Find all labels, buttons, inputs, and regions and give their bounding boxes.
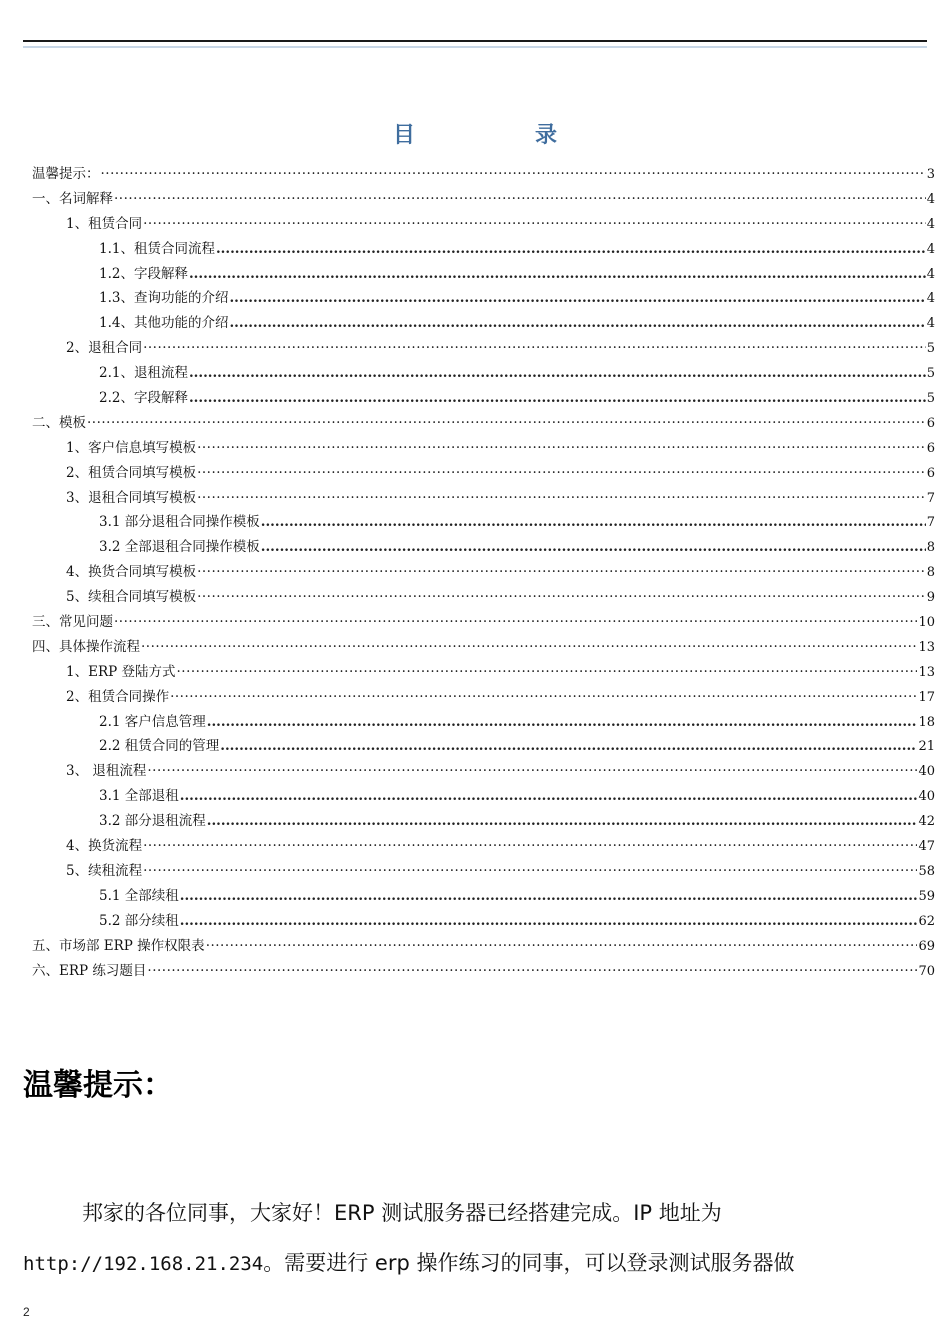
toc-entry-page: 7	[926, 515, 935, 531]
toc-dot-leader	[197, 436, 926, 461]
toc-entry-page: 42	[918, 814, 935, 830]
toc-dot-leader	[229, 286, 925, 311]
toc-dot-leader	[207, 710, 918, 735]
page-number: 2	[23, 1305, 30, 1319]
toc-entry-label: 2、租赁合同操作	[66, 688, 170, 705]
toc-dot-leader	[206, 934, 918, 959]
toc-entry[interactable]	[32, 585, 935, 610]
toc-entry[interactable]	[32, 734, 935, 759]
toc-entry[interactable]	[32, 834, 935, 859]
header-rule	[23, 40, 927, 42]
toc-entry[interactable]	[32, 162, 935, 187]
toc-dot-leader	[176, 660, 917, 685]
section-heading: 温馨提示：	[23, 1068, 173, 1103]
body-paragraph	[23, 1188, 928, 1289]
toc-entry-label: 1、ERP 登陆方式	[66, 663, 176, 680]
toc-entry[interactable]	[32, 959, 935, 984]
toc-entry-label: 二、模板	[32, 414, 86, 431]
toc-title-left: 目	[392, 123, 415, 148]
toc-entry-label: 4、换货流程	[66, 838, 143, 855]
toc-entry-page: 4	[926, 291, 935, 307]
toc-entry-label: 1.4、其他功能的介绍	[99, 315, 229, 332]
toc-entry-label: 六、ERP 练习题目	[32, 962, 147, 979]
toc-dot-leader	[87, 411, 926, 436]
toc-entry-page: 8	[926, 540, 935, 556]
toc-entry-label: 1.2、字段解释	[99, 265, 188, 282]
toc-entry-page: 13	[918, 639, 935, 655]
toc-entry-label: 3.2 全部退租合同操作模板	[99, 539, 260, 556]
toc-dot-leader	[197, 486, 926, 511]
toc-dot-leader	[143, 336, 926, 361]
toc-entry[interactable]	[32, 685, 935, 710]
server-url: http://192.168.21.234	[23, 1253, 264, 1275]
toc-entry-label: 5.1 全部续租	[99, 887, 179, 904]
toc-entry[interactable]	[32, 934, 935, 959]
toc-entry[interactable]	[32, 710, 935, 735]
toc-entry-page: 17	[918, 689, 935, 705]
toc-dot-leader	[197, 585, 926, 610]
toc-entry-label: 1、租赁合同	[66, 215, 143, 232]
toc-entry-label: 1.3、查询功能的介绍	[99, 290, 229, 307]
toc-dot-leader	[141, 635, 917, 660]
toc-entry-label: 2.1 客户信息管理	[99, 713, 206, 730]
toc-entry-label: 1.1、租赁合同流程	[99, 240, 215, 257]
toc-dot-leader	[197, 461, 926, 486]
toc-entry[interactable]	[32, 411, 935, 436]
toc-dot-leader	[207, 809, 918, 834]
toc-entry[interactable]	[32, 635, 935, 660]
toc-entry[interactable]	[32, 436, 935, 461]
toc-dot-leader	[180, 784, 918, 809]
toc-dot-leader	[147, 959, 917, 984]
toc-dot-leader	[143, 834, 917, 859]
toc-entry-label: 3、退租合同填写模板	[66, 489, 197, 506]
toc-dot-leader	[261, 535, 926, 560]
toc-dot-leader	[147, 759, 917, 784]
toc-entry[interactable]	[32, 461, 935, 486]
toc-entry-page: 9	[926, 590, 935, 606]
toc-entry-page: 58	[918, 863, 935, 879]
paragraph-text-end: 。需要进行 erp 操作练习的同事，可以登录测试服务器做	[263, 1251, 795, 1275]
toc-entry-page: 5	[926, 341, 935, 357]
toc-entry-label: 4、换货合同填写模板	[66, 564, 197, 581]
toc-entry-page: 40	[918, 764, 935, 780]
toc-entry-label: 2、租赁合同填写模板	[66, 464, 197, 481]
toc-entry[interactable]	[32, 859, 935, 884]
toc-dot-leader	[143, 859, 917, 884]
toc-entry-label: 一、名词解释	[32, 190, 113, 207]
toc-entry[interactable]	[32, 784, 935, 809]
toc-entry[interactable]	[32, 336, 935, 361]
toc-entry[interactable]	[32, 759, 935, 784]
toc-entry[interactable]	[32, 660, 935, 685]
toc-entry[interactable]	[32, 884, 935, 909]
toc-entry-label: 温馨提示：	[32, 166, 100, 182]
toc-entry-page: 5	[926, 391, 935, 407]
table-of-contents	[32, 162, 935, 983]
toc-entry-label: 2.2、字段解释	[99, 390, 188, 407]
toc-entry-label: 1、客户信息填写模板	[66, 439, 197, 456]
toc-entry-page: 13	[918, 664, 935, 680]
toc-entry[interactable]	[32, 311, 935, 336]
toc-entry-page: 69	[918, 938, 935, 954]
toc-entry-page: 6	[926, 415, 935, 431]
toc-entry[interactable]	[32, 212, 935, 237]
toc-dot-leader	[143, 212, 926, 237]
toc-entry[interactable]	[32, 187, 935, 212]
toc-dot-leader	[261, 510, 926, 535]
toc-entry-page: 4	[926, 191, 935, 207]
header-rule-shadow	[23, 46, 927, 48]
toc-dot-leader	[189, 361, 926, 386]
toc-dot-leader	[189, 386, 926, 411]
toc-entry-page: 7	[926, 490, 935, 506]
toc-entry[interactable]	[32, 560, 935, 585]
toc-entry-label: 五、市场部 ERP 操作权限表	[32, 937, 205, 954]
toc-entry-page: 6	[926, 465, 935, 481]
toc-entry-page: 70	[918, 963, 935, 979]
toc-dot-leader	[216, 237, 926, 262]
toc-entry[interactable]	[32, 510, 935, 535]
toc-entry-label: 四、具体操作流程	[32, 638, 140, 655]
toc-entry[interactable]	[32, 262, 935, 287]
toc-entry-label: 3.2 部分退租流程	[99, 813, 206, 830]
toc-dot-leader	[229, 311, 925, 336]
toc-entry-page: 18	[918, 714, 935, 730]
toc-dot-leader	[180, 884, 918, 909]
toc-entry-page: 10	[918, 615, 935, 631]
toc-dot-leader	[170, 685, 917, 710]
toc-entry-label: 3、 退租流程	[66, 763, 147, 780]
toc-entry-page: 6	[926, 440, 935, 456]
toc-entry-page: 47	[918, 839, 935, 855]
toc-entry-page: 4	[926, 316, 935, 332]
toc-entry[interactable]	[32, 486, 935, 511]
toc-entry[interactable]	[32, 386, 935, 411]
toc-title-right: 录	[535, 123, 558, 148]
toc-dot-leader	[114, 187, 926, 212]
toc-entry-label: 5、续租流程	[66, 862, 143, 879]
toc-entry[interactable]	[32, 237, 935, 262]
toc-entry-page: 62	[918, 913, 935, 929]
toc-entry[interactable]	[32, 361, 935, 386]
toc-dot-leader	[189, 262, 926, 287]
toc-dot-leader	[197, 560, 926, 585]
toc-entry-label: 5、续租合同填写模板	[66, 589, 197, 606]
paragraph-text-start: 邦家的各位同事，大家好！ERP 测试服务器已经搭建完成。IP 地址为	[82, 1201, 722, 1225]
toc-dot-leader	[114, 610, 917, 635]
toc-entry[interactable]	[32, 610, 935, 635]
toc-entry-page: 4	[926, 216, 935, 232]
toc-entry-label: 2.2 租赁合同的管理	[99, 738, 220, 755]
toc-entry-page: 4	[926, 241, 935, 257]
toc-entry-label: 三、常见问题	[32, 614, 113, 631]
toc-entry-page: 59	[918, 888, 935, 904]
toc-entry-page: 5	[926, 366, 935, 382]
toc-dot-leader	[180, 909, 918, 934]
toc-entry-label: 3.1 部分退租合同操作模板	[99, 514, 260, 531]
toc-entry-page: 8	[926, 565, 935, 581]
toc-entry[interactable]	[32, 286, 935, 311]
toc-entry-label: 3.1 全部退租	[99, 788, 179, 805]
toc-entry[interactable]	[32, 909, 935, 934]
toc-entry-page: 3	[926, 167, 935, 182]
toc-dot-leader	[220, 734, 917, 759]
toc-title	[0, 118, 950, 149]
toc-dot-leader	[101, 162, 926, 187]
toc-entry-label: 5.2 部分续租	[99, 912, 179, 929]
toc-entry[interactable]	[32, 535, 935, 560]
toc-entry-page: 21	[918, 739, 935, 755]
toc-entry[interactable]	[32, 809, 935, 834]
toc-entry-page: 4	[926, 266, 935, 282]
toc-entry-label: 2.1、退租流程	[99, 365, 188, 382]
toc-entry-label: 2、退租合同	[66, 340, 143, 357]
toc-entry-page: 40	[918, 789, 935, 805]
